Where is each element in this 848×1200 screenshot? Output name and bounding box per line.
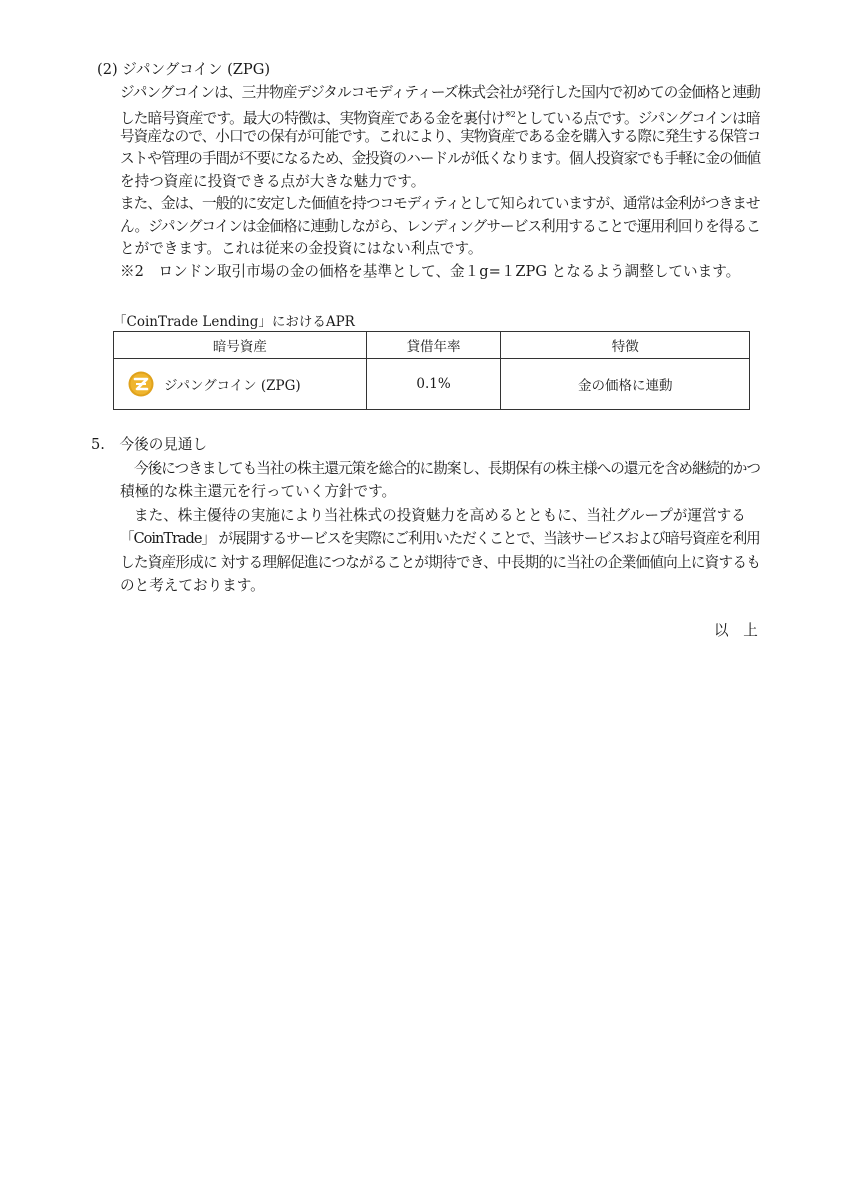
zpg-para2-line3: とができます。これは従来の金投資にはない利点です。	[120, 240, 483, 257]
zpg-para2-line2: ん。ジパングコインは金価格に連動しながら、レンディングサービス利用することで運用利回りを得るこ	[120, 218, 760, 235]
apr-table-caption: 「CoinTrade Lending」におけるAPR	[113, 314, 355, 330]
apr-cell-rate: 0.1%	[366, 359, 501, 410]
footnote-ref: ※2	[504, 110, 515, 119]
outlook-para2-line3: した資産形成に 対する理解促進につながることが期待でき、中長期的に当社の企業価値向上に資するも	[120, 554, 761, 571]
apr-cell-feature: 金の価格に連動	[501, 359, 750, 410]
zpg-para1-line2-text: した暗号資産です。最大の特徴は、実物資産である金を裏付け	[120, 109, 505, 127]
zpg-para1-line2-rest: としている点です。ジパングコインは暗	[514, 109, 760, 127]
apr-cell-asset	[114, 359, 367, 410]
apr-header-asset: 暗号資産	[114, 332, 367, 359]
zpg-para2-line1: また、金は、一般的に安定した価値を持つコモディティとして知られていますが、通常は金利がつきませ	[120, 195, 760, 212]
zpg-para1-line1: ジパングコインは、三井物産デジタルコモディティーズ株式会社が発行した国内で初めての金価格と連動	[120, 84, 760, 101]
section-zpg-heading: (2) ジパングコイン (ZPG)	[97, 61, 271, 78]
apr-table	[113, 331, 750, 410]
apr-table-header-row	[114, 332, 750, 359]
zpg-footnote: ※2 ロンドン取引市場の金の価格を基準として、金１g=１ZPG となるよう調整しています。	[120, 263, 741, 280]
zpg-para1-line5: を持つ資産に投資できる点が大きな魅力です。	[120, 173, 426, 190]
apr-header-rate: 貸借年率	[366, 332, 501, 359]
outlook-para2-line2: 「CoinTrade」 が展開するサービスを実際にご利用いただくことで、当該サービスおよび暗号資産を利用	[120, 530, 760, 547]
zpg-para1-line3: 号資産なので、小口での保有が可能です。これにより、実物資産である金を購入する際に発生する保管コ	[120, 128, 761, 145]
apr-asset-name: ジパングコイン (ZPG)	[164, 378, 301, 394]
outlook-para2-line1: また、株主優待の実施により当社株式の投資魅力を高めるとともに、当社グループが運営する	[134, 507, 746, 524]
zipang-coin-icon	[128, 371, 154, 397]
apr-header-feature: 特徴	[501, 332, 750, 359]
zpg-para1-line4: ストや管理の手間が不要になるため、金投資のハードルが低くなります。個人投資家でも手軽に金の価値	[120, 150, 761, 167]
table-row	[114, 359, 750, 410]
outlook-para2-line4: のと考えております。	[120, 577, 265, 594]
outlook-para1-line1: 今後につきましても当社の株主還元策を総合的に勘案し、長期保有の株主様への還元を含め継続的かつ	[134, 460, 761, 477]
section-outlook-heading: 5. 今後の見通し	[91, 436, 208, 453]
closing-mark: 以 上	[714, 622, 758, 639]
outlook-para1-line2: 積極的な株主還元を行っていく方針です。	[120, 483, 397, 500]
